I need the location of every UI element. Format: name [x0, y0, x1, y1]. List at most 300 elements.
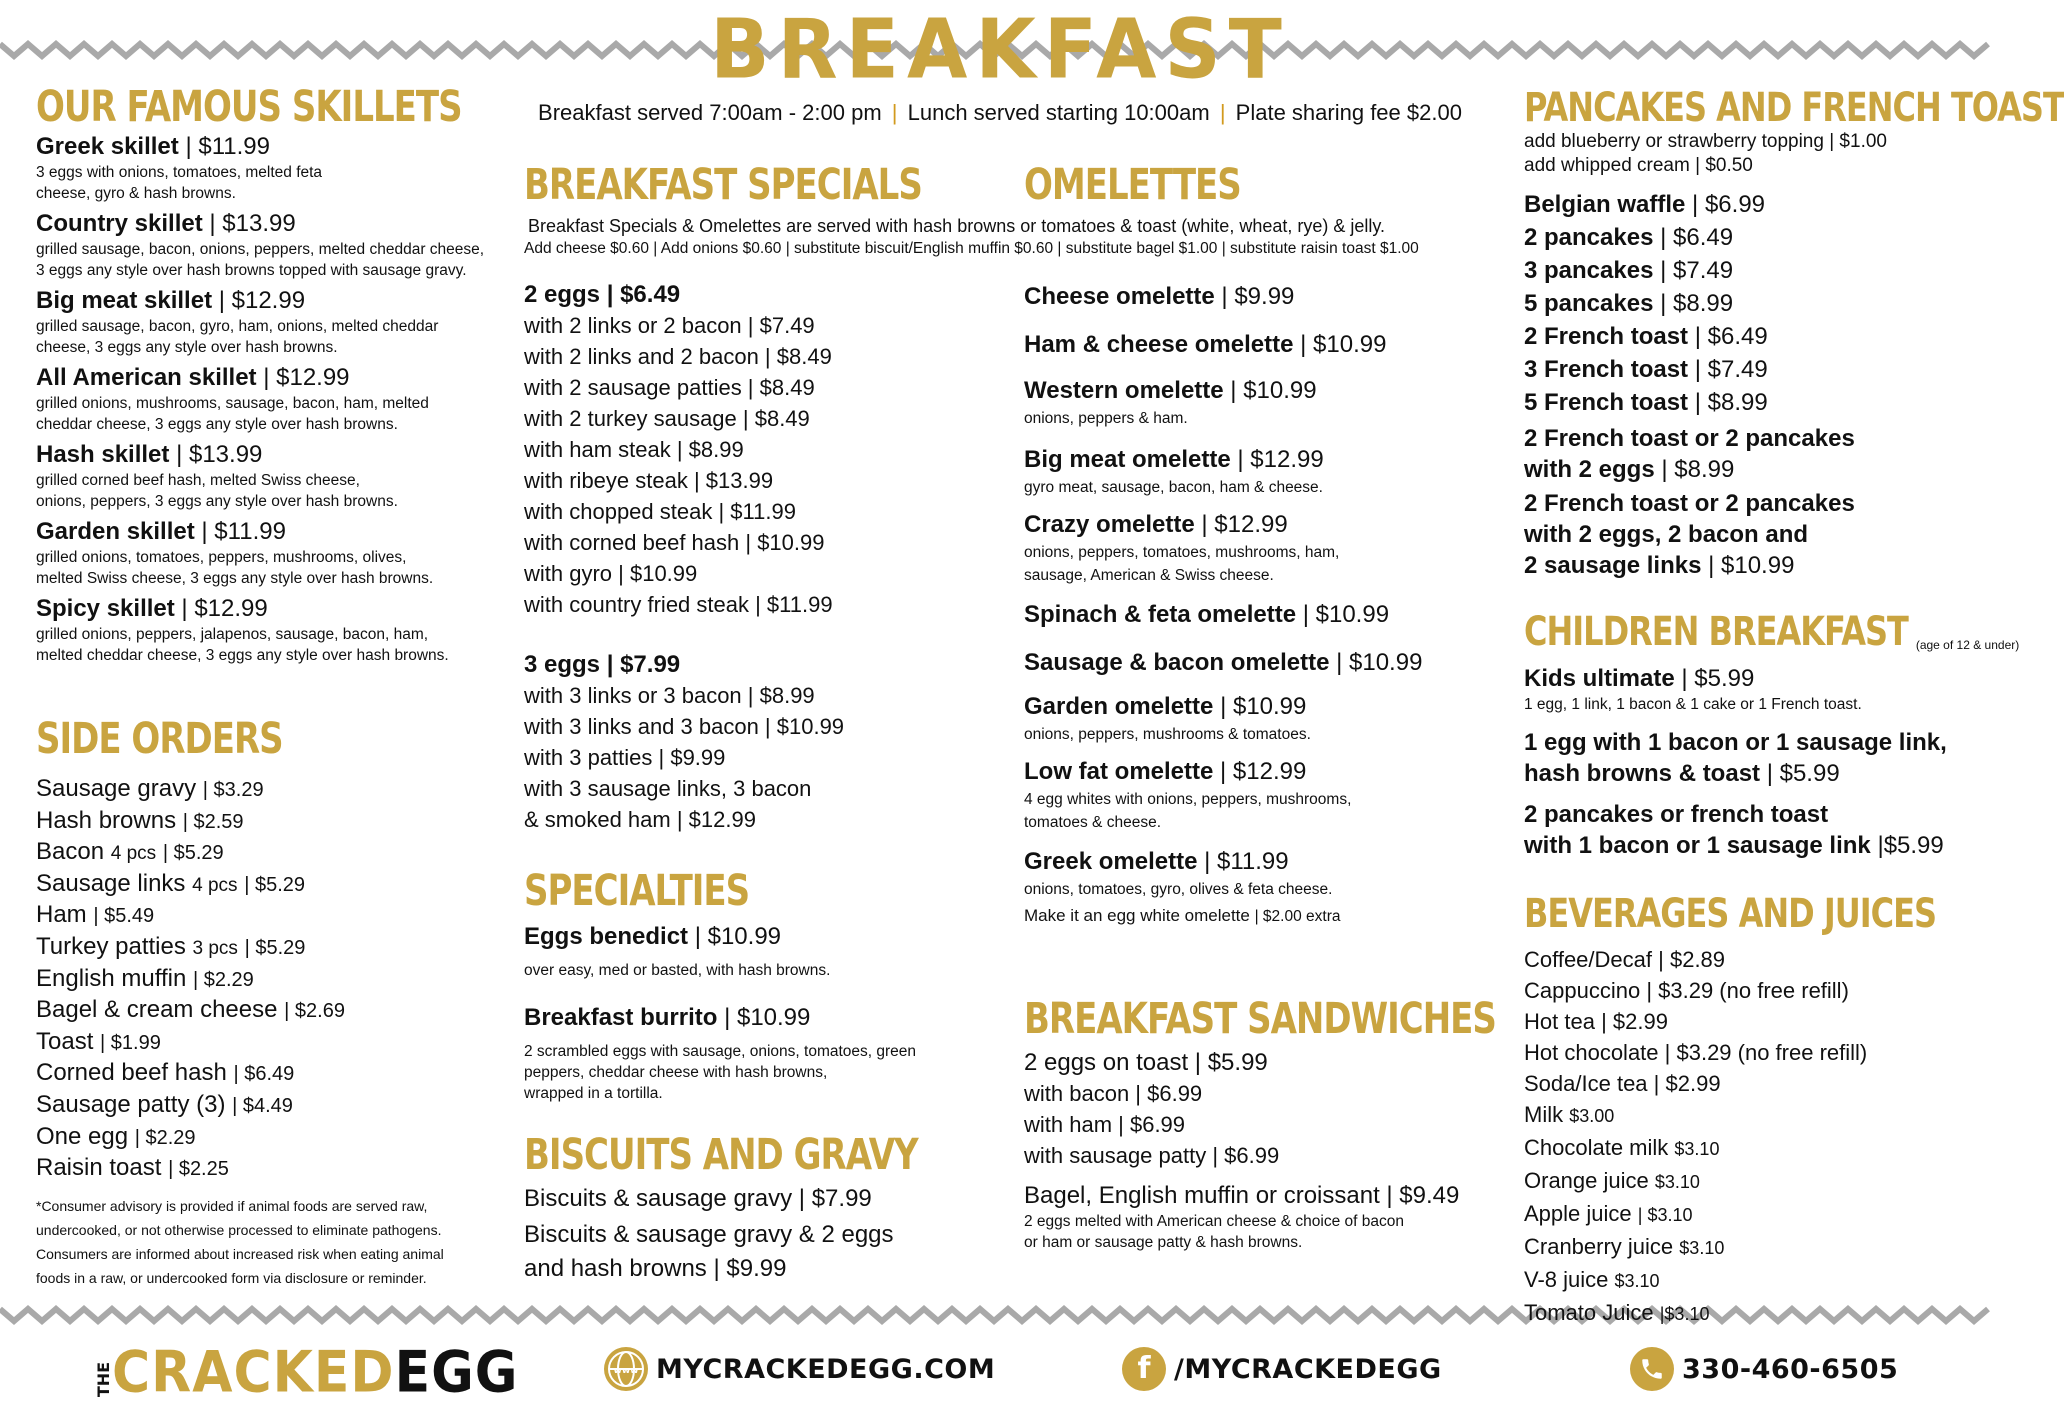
- skillet-item: [36, 209, 496, 239]
- item-name: Bagel & cream cheese: [36, 996, 278, 1024]
- item-description: onions, peppers, tomatoes, mushrooms, ham,: [1024, 544, 1340, 561]
- egg-option: with chopped steak | $11.99: [524, 499, 796, 524]
- side-item: [36, 1122, 496, 1154]
- item-description: cheese, gyro & hash browns.: [36, 185, 236, 202]
- pancakes-list: [1524, 188, 1994, 419]
- two-eggs-item: [524, 280, 1004, 310]
- side-item: [36, 964, 496, 996]
- omelette-item: [1024, 600, 1484, 630]
- item-price: | $3.29 (no free refill): [1646, 978, 1849, 1003]
- item-name: Milk: [1524, 1102, 1564, 1127]
- item-description: 3 eggs with onions, tomatoes, melted feta: [36, 164, 323, 181]
- item-name: Cranberry juice: [1524, 1234, 1674, 1259]
- item-price: | $6.49: [606, 281, 681, 308]
- item-price: $3.10: [1614, 1271, 1660, 1291]
- item-price: | $6.49: [1660, 224, 1734, 251]
- item-price: | $10.99: [1708, 552, 1795, 579]
- item-description: 4 egg whites with onions, peppers, mushrooms,: [1024, 791, 1352, 808]
- beverage-item: [1524, 1231, 1994, 1264]
- item-price: | $3.29 (no free refill): [1664, 1040, 1868, 1065]
- item-price: | $2.29: [192, 968, 254, 991]
- item-price: | $8.99: [1660, 290, 1734, 317]
- pancake-item: [1524, 221, 1994, 254]
- item-name: Garden omelette: [1024, 693, 1214, 720]
- item-name: Coffee/Decaf: [1524, 947, 1653, 972]
- item-name: Sausage & bacon omelette: [1024, 649, 1330, 676]
- egg-option: with gyro | $10.99: [524, 561, 698, 586]
- side-item: [36, 995, 496, 1027]
- item-name: hash browns & toast: [1524, 760, 1761, 787]
- item-description: grilled sausage, bacon, onions, peppers, melted cheddar cheese,: [36, 241, 485, 258]
- pancake-item: [1524, 254, 1994, 287]
- item-price: | $9.99: [713, 1255, 787, 1282]
- biscuits-item: [524, 1184, 1004, 1214]
- item-name: Spinach & feta omelette: [1024, 601, 1297, 628]
- logo-cracked: CRACKED: [112, 1340, 395, 1406]
- combo-item-cont: [1524, 550, 1994, 581]
- phone-text: 330-460-6505: [1682, 1353, 1899, 1385]
- item-name: Raisin toast: [36, 1154, 162, 1182]
- item-name: Kids ultimate: [1524, 665, 1675, 692]
- item-price: | $8.99: [1661, 456, 1735, 483]
- facebook-text: /MYCRACKEDEGG: [1174, 1353, 1442, 1385]
- description-block: [524, 960, 1004, 981]
- item-description: onions, peppers, 3 eggs any style over hash browns.: [36, 493, 398, 510]
- egg-option: with 3 sausage links, 3 bacon: [524, 776, 812, 801]
- item-price: | $5.29: [244, 873, 306, 896]
- item-price: | $6.49: [233, 1063, 295, 1086]
- item-name: Corned beef hash: [36, 1059, 227, 1087]
- item-price: | $2.29: [134, 1126, 196, 1149]
- topping-note: add blueberry or strawberry topping | $1.00: [1524, 131, 1887, 152]
- item-description: onions, peppers & ham.: [1024, 410, 1188, 427]
- logo-the: THE: [94, 1361, 114, 1398]
- item-price: | $8.99: [1694, 389, 1768, 416]
- item-name: Hash skillet: [36, 441, 170, 468]
- item-price: | $7.99: [606, 651, 681, 678]
- breakfast-hours: Breakfast served 7:00am - 2:00 pm: [538, 100, 882, 125]
- item-name: Low fat omelette: [1024, 758, 1214, 785]
- kids-pancake-item-cont: [1524, 830, 1994, 861]
- side-item: [36, 1027, 496, 1059]
- item-description: tomatoes & cheese.: [1024, 814, 1161, 831]
- item-description: or ham or sausage patty & hash browns.: [1024, 1234, 1303, 1251]
- pancake-item: [1524, 386, 1994, 419]
- sharing-fee: Plate sharing fee $2.00: [1235, 100, 1462, 125]
- beverages-list: [1524, 944, 1994, 1330]
- beverage-item: [1524, 1099, 1994, 1132]
- separator: |: [1219, 100, 1226, 125]
- item-description: wrapped in a tortilla.: [524, 1085, 663, 1102]
- two-eggs-group: [524, 280, 1004, 620]
- sides-list: [36, 774, 496, 1185]
- kids-egg-item: [1524, 727, 1994, 758]
- biscuits-heading: BISCUITS AND GRAVY: [524, 1130, 918, 1180]
- item-price: | $10.99: [1230, 377, 1317, 404]
- beverage-item: [1524, 1297, 1994, 1330]
- item-quantity: 4 pcs: [192, 874, 238, 896]
- item-name: 2 eggs on toast: [1024, 1049, 1189, 1076]
- item-name: 3 French toast: [1524, 356, 1689, 383]
- item-name: Biscuits & sausage gravy: [524, 1185, 793, 1212]
- item-price: | $6.49: [1694, 323, 1768, 350]
- item-price: | $5.99: [1194, 1049, 1268, 1076]
- item-price: | $12.99: [218, 287, 306, 314]
- egg-option: with country fried steak | $11.99: [524, 592, 833, 617]
- item-price: | $7.49: [1660, 257, 1734, 284]
- skillet-item: [36, 594, 496, 624]
- item-price: | $10.99: [1220, 693, 1307, 720]
- egg-option: with 2 links and 2 bacon | $8.49: [524, 344, 832, 369]
- combo-item-cont: [1524, 454, 1994, 485]
- item-price: | $2.99: [1601, 1009, 1668, 1034]
- item-description: 2 scrambled eggs with sausage, onions, tomatoes, green: [524, 1043, 917, 1060]
- three-eggs-group: [524, 650, 1004, 835]
- item-price: | $1.99: [100, 1031, 161, 1054]
- item-price: |$5.99: [1877, 832, 1944, 859]
- item-name: English muffin: [36, 964, 187, 992]
- item-price: | $2.25: [168, 1158, 229, 1181]
- item-price: | $5.49: [93, 905, 155, 928]
- lunch-hours: Lunch served starting 10:00am: [907, 100, 1210, 125]
- item-name: 2 French toast or 2 pancakes: [1524, 490, 1855, 517]
- item-price: $3.10: [1674, 1139, 1720, 1159]
- omelette-item: [1024, 282, 1484, 312]
- topping-note: add whipped cream | $0.50: [1524, 155, 1753, 176]
- sandwiches-heading: BREAKFAST SANDWICHES: [1024, 994, 1496, 1044]
- item-name: 5 French toast: [1524, 389, 1689, 416]
- advisory-line: Consumers are informed about increased risk when eating animal: [36, 1246, 444, 1262]
- item-price: | $12.99: [1220, 758, 1307, 785]
- egg-option: with 2 sausage patties | $8.49: [524, 375, 815, 400]
- item-name: Hot tea: [1524, 1009, 1595, 1034]
- beverages-section: [1524, 888, 1994, 1330]
- item-name: Eggs benedict: [524, 923, 689, 950]
- egg-option: with 2 links or 2 bacon | $7.49: [524, 313, 815, 338]
- item-name: Cheese omelette: [1024, 283, 1215, 310]
- side-item: [36, 774, 496, 806]
- pancake-item: [1524, 320, 1994, 353]
- pancakes-heading: PANCAKES AND FRENCH TOAST: [1524, 83, 2064, 131]
- beverage-item: [1524, 1037, 1994, 1068]
- pancake-item: [1524, 353, 1994, 386]
- beverages-heading: BEVERAGES AND JUICES: [1524, 889, 1937, 937]
- egg-option: with ham steak | $8.99: [524, 437, 744, 462]
- skillet-item: [36, 517, 496, 547]
- side-item: [36, 932, 496, 964]
- item-name: 5 pancakes: [1524, 290, 1654, 317]
- egg-option: with corned beef hash | $10.99: [524, 530, 825, 555]
- skillets-heading: OUR FAMOUS SKILLETS: [36, 82, 462, 132]
- item-name: 2 French toast: [1524, 323, 1689, 350]
- item-price: | $4.49: [232, 1094, 293, 1117]
- combo-item: [1524, 423, 1994, 454]
- advisory-line: undercooked, or not otherwise processed to eliminate pathogens.: [36, 1222, 442, 1238]
- egg-option: with ribeye steak | $13.99: [524, 468, 774, 493]
- item-price: | $9.49: [1386, 1182, 1460, 1209]
- item-description: grilled onions, peppers, jalapenos, sausage, bacon, ham,: [36, 626, 429, 643]
- egg-option: with 3 patties | $9.99: [524, 745, 726, 770]
- item-name: All American skillet: [36, 364, 257, 391]
- omelettes-list: [1024, 282, 1484, 900]
- side-item: [36, 1090, 496, 1122]
- item-price: | $2.89: [1658, 947, 1726, 972]
- omelette-item: [1024, 648, 1484, 678]
- item-description: melted cheddar cheese, 3 eggs any style over hash browns.: [36, 647, 449, 664]
- item-name: Country skillet: [36, 210, 203, 237]
- item-name: 2 pancakes or french toast: [1524, 801, 1829, 828]
- children-heading: CHILDREN BREAKFAST: [1524, 607, 1908, 655]
- item-name: and hash browns: [524, 1255, 707, 1282]
- item-name: Bagel, English muffin or croissant: [1024, 1182, 1380, 1209]
- served-with-note: Breakfast Specials & Omelettes are served with hash browns or tomatoes & toast (white, wheat, rye) & jelly.: [528, 216, 1386, 236]
- beverage-item: [1524, 944, 1994, 975]
- item-name: with 2 eggs, 2 bacon and: [1524, 521, 1809, 548]
- omelette-item: [1024, 445, 1484, 475]
- www-icon-text: www: [613, 1366, 639, 1376]
- item-price: | $12.99: [1237, 446, 1324, 473]
- item-name: Crazy omelette: [1024, 511, 1195, 538]
- egg-white-price: | $2.00 extra: [1254, 908, 1341, 925]
- item-price: $3.10: [1654, 1172, 1700, 1192]
- item-price: $3.00: [1569, 1106, 1615, 1126]
- item-name: Ham & cheese omelette: [1024, 331, 1294, 358]
- item-price: | $12.99: [263, 364, 350, 391]
- item-price: $3.10: [1679, 1238, 1725, 1258]
- item-name: Tomato Juice: [1524, 1300, 1654, 1325]
- item-description: grilled sausage, bacon, gyro, ham, onions, melted cheddar: [36, 318, 439, 335]
- item-name: Turkey patties: [36, 932, 186, 960]
- item-name: Sausage gravy: [36, 775, 197, 802]
- item-price: | $7.49: [1694, 356, 1768, 383]
- item-price: | $11.99: [201, 518, 286, 545]
- item-name: 3 eggs: [524, 651, 601, 678]
- three-eggs-item: [524, 650, 1004, 680]
- omelettes-heading: OMELETTES: [1024, 160, 1241, 210]
- item-name: Toast: [36, 1027, 94, 1055]
- item-name: 2 sausage links: [1524, 552, 1702, 579]
- skillet-item: [36, 132, 496, 162]
- sides-section: [36, 714, 496, 1185]
- item-price: | $12.99: [1201, 511, 1288, 538]
- item-name: Greek skillet: [36, 133, 179, 160]
- item-description: onions, tomatoes, gyro, olives & feta cheese.: [1024, 881, 1333, 898]
- skillet-item: [36, 363, 496, 393]
- skillets-list: [36, 132, 496, 666]
- beverage-item: [1524, 975, 1994, 1006]
- item-price: | $10.99: [1336, 649, 1423, 676]
- item-price: | $5.99: [1766, 760, 1840, 787]
- item-price: | $6.99: [1692, 191, 1766, 218]
- egg-option: & smoked ham | $12.99: [524, 807, 756, 832]
- item-name: V-8 juice: [1524, 1267, 1609, 1292]
- kids-egg-item-cont: [1524, 758, 1994, 789]
- item-name: Bacon: [36, 838, 105, 866]
- item-name: Garden skillet: [36, 518, 195, 545]
- children-age-note: (age of 12 & under): [1915, 638, 2020, 652]
- item-description: 2 eggs melted with American cheese & choice of bacon: [1024, 1213, 1404, 1230]
- item-price: | $9.99: [1221, 283, 1295, 310]
- skillet-item: [36, 440, 496, 470]
- item-price: | $13.99: [209, 210, 296, 237]
- logo-egg: EGG: [394, 1340, 519, 1406]
- advisory-line: *Consumer advisory is provided if animal foods are served raw,: [36, 1198, 428, 1214]
- item-price: | $7.99: [798, 1185, 872, 1212]
- item-name: Hash browns: [36, 806, 177, 834]
- item-description: 1 egg, 1 link, 1 bacon & 1 cake or 1 French toast.: [1524, 696, 1862, 713]
- pancake-item: [1524, 287, 1994, 320]
- omelette-item: [1024, 757, 1484, 787]
- phone-icon: [1630, 1347, 1674, 1391]
- item-price: | $10.99: [694, 923, 782, 950]
- combo-item-cont: [1524, 519, 1994, 550]
- egg-option: with 2 turkey sausage | $8.49: [524, 406, 810, 431]
- item-name: 1 egg with 1 bacon or 1 sausage link,: [1524, 729, 1947, 756]
- description-block: [524, 1041, 1004, 1104]
- biscuits-section: [524, 1130, 1004, 1284]
- item-quantity: 4 pcs: [110, 843, 157, 865]
- egg-white-label: Make it an egg white omelette: [1024, 906, 1250, 925]
- item-name: Soda/Ice tea: [1524, 1071, 1648, 1096]
- beverage-item: [1524, 1132, 1994, 1165]
- beverage-item: [1524, 1068, 1994, 1099]
- side-item: [36, 1058, 496, 1090]
- item-name: Big meat skillet: [36, 287, 213, 314]
- item-description: cheese, 3 eggs any style over hash browns.: [36, 339, 338, 356]
- pancake-item: [1524, 188, 1994, 221]
- biscuits-eggs-item: Biscuits & sausage gravy & 2 eggs: [524, 1221, 894, 1248]
- facebook-link[interactable]: [1122, 1347, 1442, 1391]
- item-price: | $2.99: [1653, 1071, 1721, 1096]
- item-description: peppers, cheddar cheese with hash browns,: [524, 1064, 828, 1081]
- item-name: Orange juice: [1524, 1168, 1649, 1193]
- specialties-section: [524, 866, 1004, 1104]
- item-name: Ham: [36, 901, 87, 929]
- specialties-list: [524, 922, 1004, 1104]
- beverage-item: [1524, 1165, 1994, 1198]
- item-description: gyro meat, sausage, bacon, ham & cheese.: [1024, 479, 1323, 496]
- sandwiches-section: [1024, 994, 1504, 1253]
- beverage-item: [1524, 1006, 1994, 1037]
- item-name: Sausage links: [36, 869, 186, 897]
- globe-icon: [604, 1347, 648, 1391]
- item-price: | $2.59: [182, 810, 244, 833]
- sandwich-option: with bacon | $6.99: [1024, 1081, 1203, 1106]
- omelette-item: [1024, 847, 1484, 877]
- egg-white-note: [1024, 904, 1484, 929]
- item-name: Cappuccino: [1524, 978, 1641, 1003]
- item-price: | $3.29: [202, 779, 264, 801]
- item-name: Western omelette: [1024, 377, 1224, 404]
- item-name: Hot chocolate: [1524, 1040, 1659, 1065]
- item-quantity: 3 pcs: [192, 937, 238, 959]
- bagel-sandwich-item: [1024, 1181, 1504, 1211]
- omelettes-heading-wrap: [1024, 160, 1484, 210]
- biscuits-eggs-item-cont: [524, 1254, 1004, 1284]
- item-name: Big meat omelette: [1024, 446, 1231, 473]
- item-price: | $10.99: [724, 1004, 811, 1031]
- omelettes-section: [1024, 282, 1484, 929]
- item-description: cheddar cheese, 3 eggs any style over hash browns.: [36, 416, 398, 433]
- item-price: | $5.29: [162, 842, 224, 865]
- item-name: with 1 bacon or 1 sausage link: [1524, 832, 1871, 859]
- children-section: [1524, 606, 2020, 861]
- website-text: MYCRACKEDEGG.COM: [656, 1353, 996, 1385]
- side-item: [36, 1153, 496, 1185]
- phone-link[interactable]: [1630, 1347, 1898, 1391]
- pancakes-section: [1524, 82, 2064, 581]
- side-item: [36, 869, 496, 901]
- combo-item: [1524, 488, 1994, 519]
- item-price: | $10.99: [1302, 601, 1390, 628]
- item-price: |$3.10: [1659, 1304, 1710, 1324]
- omelette-item: [1024, 330, 1484, 360]
- two-eggs-options: [524, 310, 1004, 620]
- item-name: Apple juice: [1524, 1201, 1632, 1226]
- side-item: [36, 900, 496, 932]
- item-description: melted Swiss cheese, 3 eggs any style over hash browns.: [36, 570, 434, 587]
- sandwich-option: with ham | $6.99: [1024, 1112, 1186, 1137]
- item-price: | $2.69: [284, 1000, 345, 1023]
- side-item: [36, 806, 496, 838]
- item-description: sausage, American & Swiss cheese.: [1024, 567, 1274, 584]
- item-price: | $5.99: [1681, 665, 1755, 692]
- item-name: Spicy skillet: [36, 595, 175, 622]
- item-description: grilled onions, tomatoes, peppers, mushrooms, olives,: [36, 549, 407, 566]
- logo-wordmark: [112, 1340, 518, 1406]
- item-description: 3 eggs any style over hash browns topped with sausage gravy.: [36, 262, 467, 279]
- side-item: [36, 837, 496, 869]
- omelette-item: [1024, 376, 1484, 406]
- kids-ultimate-item: [1524, 664, 1994, 694]
- item-price: | $11.99: [185, 133, 270, 160]
- specialties-heading: SPECIALTIES: [524, 866, 750, 916]
- item-name: Greek omelette: [1024, 848, 1198, 875]
- separator: |: [891, 100, 898, 125]
- item-name: with 2 eggs: [1524, 456, 1655, 483]
- three-eggs-options: [524, 680, 1004, 835]
- skillets-section: [36, 82, 496, 666]
- specialty-item: [524, 1003, 1004, 1033]
- advisory-line: foods in a raw, or undercooked form via disclosure or reminder.: [36, 1270, 427, 1286]
- item-description: over easy, med or basted, with hash browns.: [524, 962, 831, 979]
- skillet-item: [36, 286, 496, 316]
- item-name: 2 pancakes: [1524, 224, 1654, 251]
- item-price: | $10.99: [1300, 331, 1387, 358]
- item-description: grilled corned beef hash, melted Swiss cheese,: [36, 472, 360, 489]
- item-name: Breakfast burrito: [524, 1004, 718, 1031]
- sides-heading: SIDE ORDERS: [36, 714, 283, 764]
- egg-option: with 3 links and 3 bacon | $10.99: [524, 714, 845, 739]
- item-name: One egg: [36, 1122, 129, 1150]
- sandwich-option: with sausage patty | $6.99: [1024, 1143, 1280, 1168]
- beverage-item: [1524, 1198, 1994, 1231]
- item-description: onions, peppers, mushrooms & tomatoes.: [1024, 726, 1311, 743]
- item-description: grilled onions, mushrooms, sausage, bacon, ham, melted: [36, 395, 429, 412]
- consumer-advisory: [36, 1194, 506, 1290]
- kids-pancake-item: [1524, 799, 1994, 830]
- specials-heading: BREAKFAST SPECIALS: [524, 160, 922, 210]
- item-price: | $13.99: [176, 441, 263, 468]
- facebook-icon: f: [1122, 1347, 1166, 1391]
- item-price: | $11.99: [1204, 848, 1289, 875]
- item-price: | $12.99: [181, 595, 268, 622]
- item-price: | $5.29: [244, 936, 306, 959]
- website-link[interactable]: [604, 1347, 995, 1391]
- omelette-item: [1024, 692, 1484, 722]
- beverage-item: [1524, 1264, 1994, 1297]
- item-name: Belgian waffle: [1524, 191, 1686, 218]
